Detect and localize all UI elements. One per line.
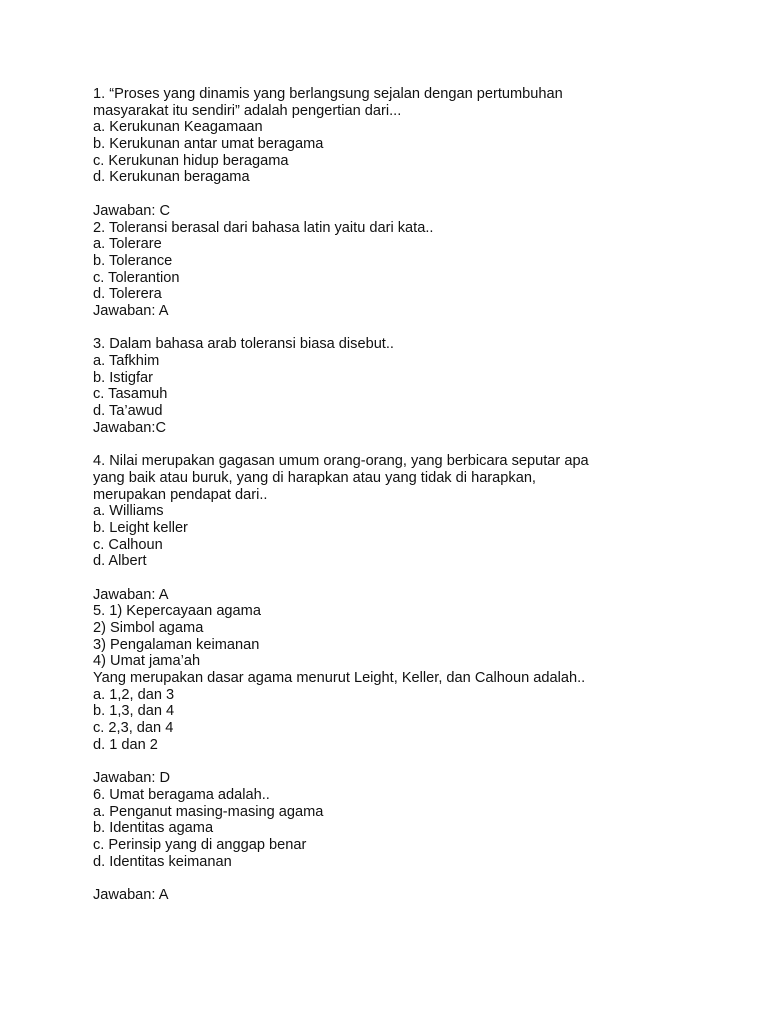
question-3-text: 3. Dalam bahasa arab toleransi biasa disebut.. <box>93 336 394 353</box>
question-1-text: 1. “Proses yang dinamis yang berlangsung sejalan dengan pertumbuhan <box>93 86 563 102</box>
question-2-text: 2. Toleransi berasal dari bahasa latin yaitu dari kata.. <box>93 219 434 236</box>
question-4-option-c: c. Calhoun <box>93 536 163 553</box>
question-1-option-d: d. Kerukunan beragama <box>93 169 250 186</box>
question-4-answer: Jawaban: A <box>93 586 169 603</box>
question-6-text: 6. Umat beragama adalah.. <box>93 786 270 803</box>
question-5-answer: Jawaban: D <box>93 770 171 787</box>
question-1-option-c: c. Kerukunan hidup beragama <box>93 152 289 169</box>
question-6-option-a: a. Penganut masing-masing agama <box>93 803 324 820</box>
question-5-item-1: 5. 1) Kepercayaan agama <box>93 603 261 620</box>
question-3-option-d: d. Ta’awud <box>93 403 163 420</box>
question-5-item-4: 4) Umat jama’ah <box>93 653 201 670</box>
spacer <box>93 186 733 203</box>
question-6-option-c: c. Perinsip yang di anggap benar <box>93 836 307 853</box>
spacer <box>93 870 733 887</box>
spacer <box>93 320 733 337</box>
question-2-answer: Jawaban: A <box>93 302 169 319</box>
question-3-option-b: b. Istigfar <box>93 369 154 386</box>
question-1-answer: Jawaban: C <box>93 202 171 219</box>
question-4-option-b: b. Leight keller <box>93 519 188 536</box>
question-5-option-c: c. 2,3, dan 4 <box>93 720 174 737</box>
question-6-option-b: b. Identitas agama <box>93 820 214 837</box>
quiz-text <box>93 86 733 904</box>
question-5-item-2: 2) Simbol agama <box>93 620 204 636</box>
question-5-option-b: b. 1,3, dan 4 <box>93 703 175 720</box>
question-4-option-a: a. Williams <box>93 503 164 520</box>
question-6-option-d: d. Identitas keimanan <box>93 853 232 870</box>
spacer <box>93 754 733 771</box>
question-1-option-b: b. Kerukunan antar umat beragama <box>93 136 324 153</box>
question-2-option-b: b. Tolerance <box>93 252 173 269</box>
question-2-option-a: a. Tolerare <box>93 236 162 253</box>
spacer <box>93 436 733 453</box>
question-3-option-a: a. Tafkhim <box>93 353 160 369</box>
spacer <box>93 570 733 587</box>
question-5-option-d: d. 1 dan 2 <box>93 736 158 753</box>
question-4-text-cont: yang baik atau buruk, yang di harapkan atau yang tidak di harapkan, <box>93 469 536 486</box>
question-4-option-d: d. Albert <box>93 553 147 570</box>
question-2-option-d: d. Tolerera <box>93 286 162 303</box>
question-5-text: Yang merupakan dasar agama menurut Leight, Keller, dan Calhoun adalah.. <box>93 670 586 687</box>
question-1-option-a: a. Kerukunan Keagamaan <box>93 119 263 136</box>
question-5-item-3: 3) Pengalaman keimanan <box>93 636 260 653</box>
question-3-answer: Jawaban:C <box>93 419 167 436</box>
question-4-text: 4. Nilai merupakan gagasan umum orang-orang, yang berbicara seputar apa <box>93 453 589 470</box>
question-4-text-cont-2: merupakan pendapat dari.. <box>93 486 268 503</box>
question-6-answer: Jawaban: A <box>93 887 169 903</box>
question-2-option-c: c. Tolerantion <box>93 269 180 286</box>
question-3-option-c: c. Tasamuh <box>93 386 168 403</box>
question-1-text-cont: masyarakat itu sendiri” adalah pengertian dari... <box>93 102 402 119</box>
question-5-option-a: a. 1,2, dan 3 <box>93 686 175 703</box>
